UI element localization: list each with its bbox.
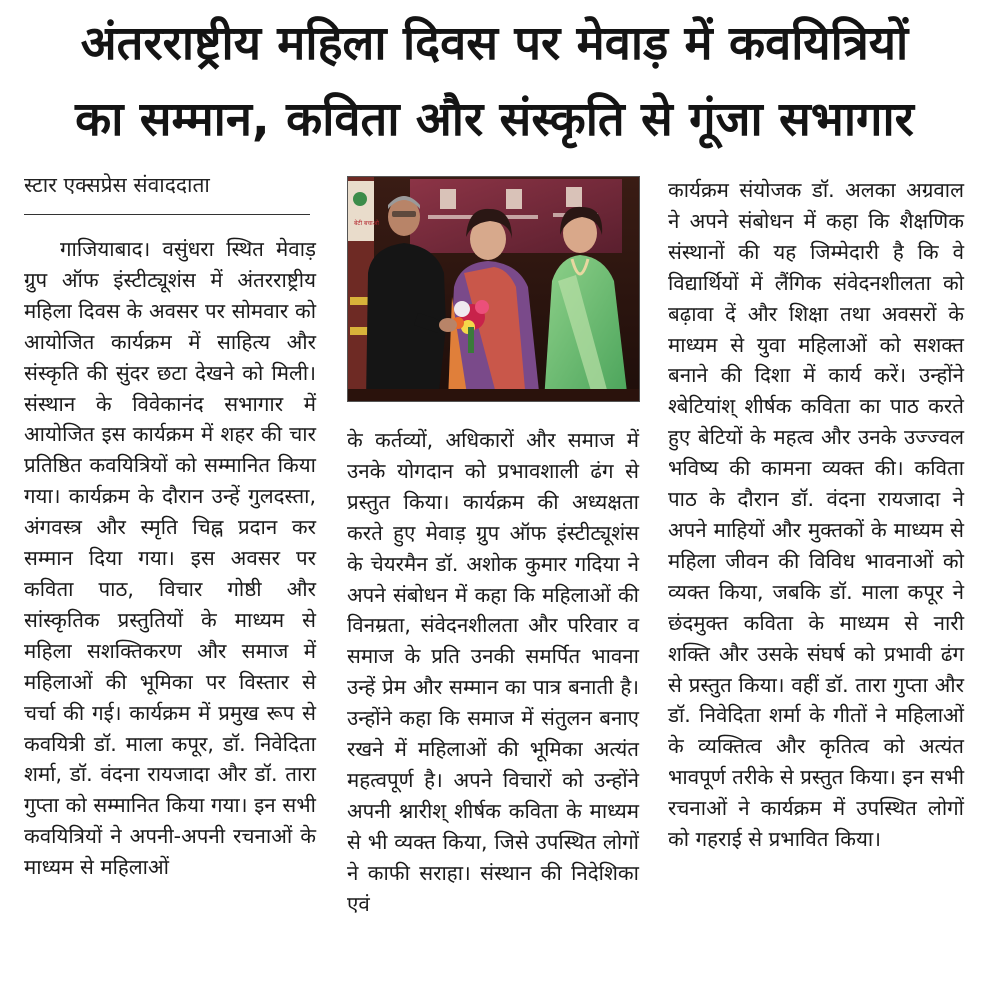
article-column-3: कार्यक्रम संयोजक डॉ. अलका अग्रवाल ने अपने संबोधन में कहा कि शैक्षणिक संस्थानों की यह जिम्मेदारी है कि वे विद्यार्थियों में लैंगिक संवेदनशीलता को बढ़ावा दें और शिक्षा तथा अवसरों के माध्यम से युवा महिलाओं को सशक्त बनाने की दिशा में कार्य करें। उन्होंने श्बेटियांश् शीर्षक कविता का पाठ करते हुए बेटियों के महत्व और उनके उज्ज्वल भविष्य की कामना व्यक्त की। कविता पाठ के दौरान डॉ. वंदना रायजादा ने अपने माहियों और मुक्तकों के माध्यम से महिला जीवन की विविध भावनाओं को व्यक्त किया, जबकि डॉ. माला कपूर ने छंदमुक्त कविता के माध्यम से नारी शक्ति और उसके संघर्ष को प्रभावी ढंग से प्रस्तुत किया। वहीं डॉ. तारा गुप्ता और डॉ. निवेदिता शर्मा के गीतों ने महिलाओं के व्यक्तित्व और कृतित्व को अत्यंत भावपूर्ण तरीके से प्रस्तुत किया। इन सभी रचनाओं ने कार्यक्रम में उपस्थित लोगों को गहराई से प्रभावित किया। [668, 178, 964, 852]
headline-line-1: अंतरराष्ट्रीय महिला दिवस पर मेवाड़ में कवयित्रियों [80, 16, 909, 71]
headline [0, 6, 989, 158]
article-column-2: के कर्तव्यों, अधिकारों और समाज में उनके योगदान को प्रभावशाली ढंग से प्रस्तुत किया। कार्यक्रम की अध्यक्षता करते हुए मेवाड़ ग्रुप ऑफ इंस्टीट्यूशंस के चेयरमैन डॉ. अशोक कुमार गदिया ने अपने संबोधन में कहा कि महिलाओं की विनम्रता, संवेदनशीलता और परिवार व समाज के प्रति उनकी समर्पित भावना उन्हें प्रेम और सम्मान का पात्र बनाती है। उन्होंने कहा कि समाज में संतुलन बनाए रखने में महिलाओं की भूमिका अत्यंत महत्वपूर्ण है। अपने विचारों को उन्होंने अपनी श्नारीश् शीर्षक कविता के माध्यम से भी व्यक्त किया, जिसे उपस्थित लोगों ने काफी सराहा। संस्थान की निदेशिका एवं [347, 428, 639, 916]
event-photo-illustration [348, 177, 639, 401]
headline-line-2: का सम्मान, कविता और संस्कृति से गूंजा सभागार [75, 92, 914, 147]
article-column-1: गाजियाबाद। वसुंधरा स्थित मेवाड़ ग्रुप ऑफ इंस्टीट्यूशंस में अंतरराष्ट्रीय महिला दिवस के अवसर पर सोमवार को आयोजित कार्यक्रम में साहित्य और संस्कृति की सुंदर छटा देखने को मिली। संस्थान के विवेकानंद सभागार में आयोजित इस कार्यक्रम में शहर की चार प्रतिष्ठित कवयित्रियों को सम्मानित किया गया। कार्यक्रम के दौरान उन्हें गुलदस्ता, अंगवस्त्र और स्मृति चिह्न प्रदान कर सम्मान दिया गया। इस अवसर पर कविता पाठ, विचार गोष्ठी और सांस्कृतिक प्रस्तुतियों के माध्यम से महिला सशक्तिकरण और समाज में महिलाओं की भूमिका पर विस्तार से चर्चा की गई। कार्यक्रम में प्रमुख रूप से कवयित्री डॉ. माला कपूर, डॉ. निवेदिता शर्मा, डॉ. वंदना रायजादा और डॉ. तारा गुप्ता को सम्मानित किया गया। इन सभी कवयित्रियों ने अपनी-अपनी रचनाओं के माध्यम से महिलाओं [24, 237, 316, 880]
byline-divider [24, 214, 310, 215]
event-photo [347, 176, 640, 402]
banner-text: बेटी बचाओ [354, 220, 379, 227]
byline: स्टार एक्सप्रेस संवाददाता [24, 173, 210, 197]
